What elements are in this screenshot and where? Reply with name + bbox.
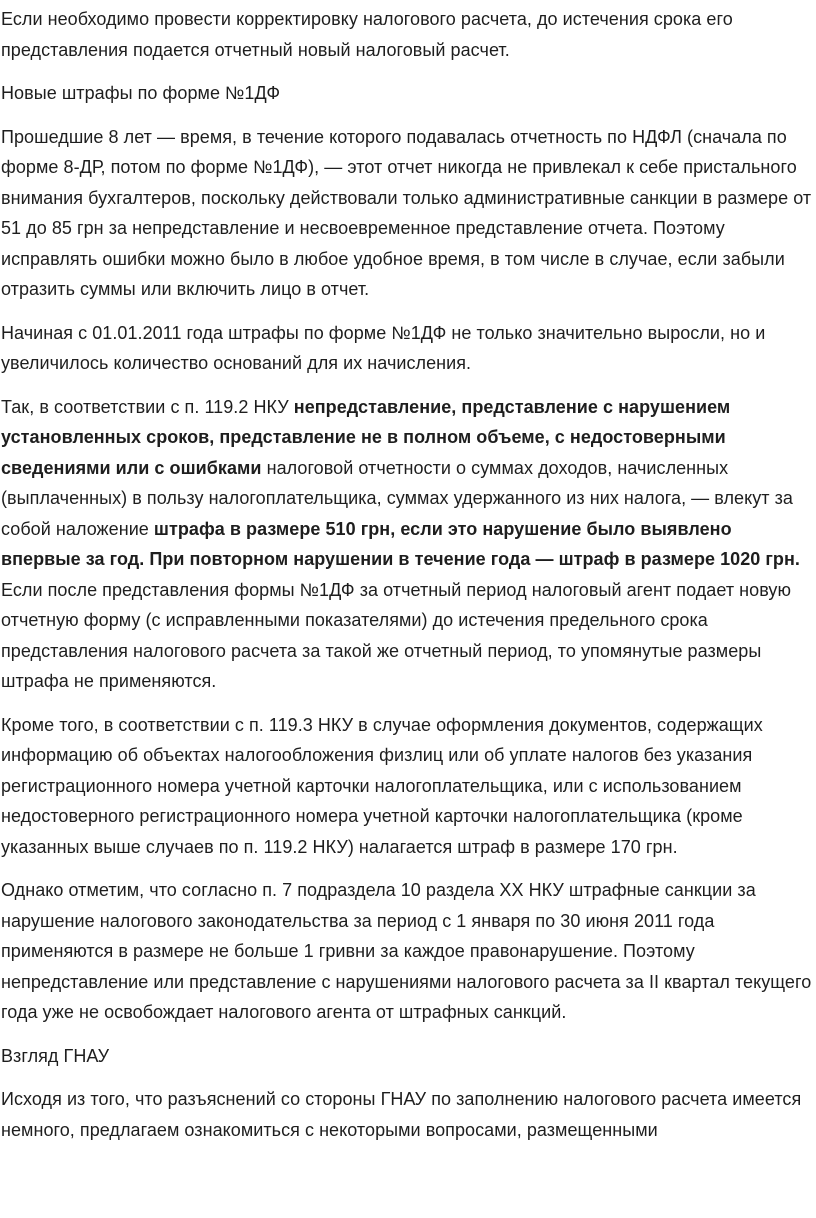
text-segment: налоговой отчетности о суммах доходов, начисленных (выплаченных) в пользу налогоплательщика, суммах удержанного из них налога, — влекут за собой наложение	[1, 457, 793, 539]
bold-segment-fine-amount: штрафа в размере 510 грн, если это нарушение было выявлено впервые за год. При повторном нарушении в течение года — штраф в размере 1020 грн.	[1, 518, 800, 569]
bold-segment-violations: непредставление, представление с нарушением установленных сроков, представление не в полном объеме, с недостоверными сведениями или с ошибками	[1, 396, 731, 478]
paragraph-new-form-exception: Если после представления формы №1ДФ за отчетный период налоговый агент подает новую отчетную форму (с исправленными показателями) до истечения предельного срока представления налогового расчета за такой же отчетный период, то упомянутые размеры штрафа не применяются.	[1, 579, 792, 691]
text-segment: Так, в соответствии с п. 119.2 НКУ	[1, 396, 294, 417]
paragraph-correction: Если необходимо провести корректировку налогового расчета, до истечения срока его представления подается отчетный новый налоговый расчет.	[1, 9, 733, 60]
paragraph-transition-period: Однако отметим, что согласно п. 7 подраздела 10 раздела XX НКУ штрафные санкции за нарушение налогового законодательства за период с 1 января по 30 июня 2011 года применяются в размере не больше 1 гривни за каждое правонарушение. Поэтому непредставление или представление с нарушениями налогового расчета за II квартал текущего года уже не освобождает налогового агента от штрафных санкций.	[1, 880, 812, 1022]
paragraph-nku-119-3: Кроме того, в соответствии с п. 119.3 НКУ в случае оформления документов, содержащих информацию об объектах налогообложения физлиц или об уплате налогов без указания регистрационного номера учетной карточки налогоплательщика, или с использованием недостоверного регистрационного номера учетной карточки налогоплательщика (кроме указанных выше случаев по п. 119.2 НКУ) налагается штраф в размере 170 грн.	[1, 714, 763, 857]
paragraph-history: Прошедшие 8 лет — время, в течение которого подавалась отчетность по НДФЛ (сначала по форме 8-ДР, потом по форме №1ДФ), — этот отчет никогда не привлекал к себе пристального внимания бухгалтеров, поскольку действовали только административные санкции в размере от 51 до 85 грн за непредставление и несвоевременное представление отчета. Поэтому исправлять ошибки можно было в любое удобное время, в том числе в случае, если забыли отразить суммы или включить лицо в отчет.	[1, 126, 812, 299]
paragraph-since-2011: Начиная с 01.01.2011 года штрафы по форме №1ДФ не только значительно выросли, но и увеличилось количество оснований для их начисления.	[1, 322, 766, 373]
heading-gnau-view: Взгляд ГНАУ	[1, 1045, 110, 1066]
paragraph-gnau-intro: Исходя из того, что разъяснений со стороны ГНАУ по заполнению налогового расчета имеется немного, предлагаем ознакомиться с некоторыми вопросами, размещенными	[1, 1089, 802, 1140]
heading-new-fines: Новые штрафы по форме №1ДФ	[1, 83, 281, 103]
paragraph-nku-119-2	[1, 392, 814, 575]
